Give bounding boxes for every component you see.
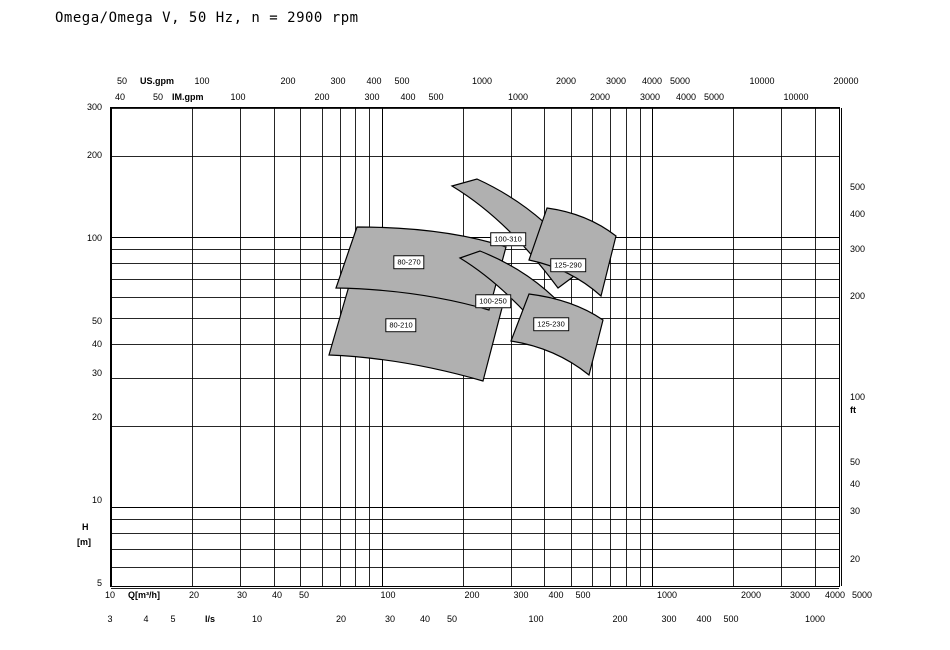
axis-tick-label: 500 [394, 76, 410, 86]
axis-tick-label: 20000 [833, 76, 859, 86]
axis-name-ft: ft [850, 405, 856, 415]
axis-tick-label: 3000 [639, 92, 661, 102]
axis-tick-label: 500 [428, 92, 444, 102]
envelope-label-80-210: 80-210 [385, 318, 416, 332]
axis-tick-label: 100 [380, 590, 396, 600]
axis-tick-label: 100 [850, 392, 866, 402]
axis-tick-label: 200 [86, 150, 102, 160]
axis-tick-label: 300 [661, 614, 677, 624]
axis-tick-label: 300 [330, 76, 346, 86]
axis-tick-label: 4 [143, 614, 149, 624]
axis-tick-label: 200 [464, 590, 480, 600]
axis-tick-label: 300 [364, 92, 380, 102]
axis-tick-label: 3000 [789, 590, 811, 600]
axis-tick-label: 50 [446, 614, 458, 624]
axis-tick-label: 1000 [804, 614, 826, 624]
axis-tick-label: 20 [91, 412, 102, 422]
axis-tick-label: 300 [513, 590, 529, 600]
axis-tick-label: 500 [575, 590, 591, 600]
envelope-125-230 [511, 294, 603, 375]
axis-tick-label: 3 [107, 614, 113, 624]
grid-hline [111, 588, 839, 589]
axis-tick-label: 10 [104, 590, 116, 600]
pump-envelopes [111, 108, 841, 588]
axis-tick-label: 5 [170, 614, 176, 624]
axis-tick-label: 2000 [555, 76, 577, 86]
axis-name-head: H [82, 522, 89, 532]
envelope-label-125-230: 125-230 [533, 317, 569, 331]
axis-tick-label: 20 [850, 554, 861, 564]
axis-tick-label: 4000 [675, 92, 697, 102]
axis-name-head-unit: [m] [77, 537, 91, 547]
axis-tick-label: 40 [271, 590, 283, 600]
right-axis-ft [846, 107, 896, 587]
axis-name-us-gpm: US.gpm [140, 76, 175, 86]
axis-tick-label: 10000 [783, 92, 809, 102]
left-axis-head [60, 102, 106, 588]
axis-tick-label: 400 [850, 209, 866, 219]
axis-tick-label: 5000 [851, 590, 873, 600]
bottom-axis-q [104, 590, 873, 604]
axis-tick-label: 300 [86, 102, 102, 112]
axis-tick-label: 30 [236, 590, 248, 600]
axis-tick-label: 100 [528, 614, 544, 624]
axis-tick-label: 2000 [740, 590, 762, 600]
envelope-label-125-290: 125-290 [550, 258, 586, 272]
axis-tick-label: 10 [91, 495, 102, 505]
axis-tick-label: 30 [91, 368, 102, 378]
axis-tick-label: 5000 [669, 76, 691, 86]
axis-tick-label: 10000 [749, 76, 775, 86]
axis-tick-label: 2000 [589, 92, 611, 102]
axis-tick-label: 10 [251, 614, 263, 624]
axis-tick-label: 50 [298, 590, 310, 600]
axis-tick-label: 300 [850, 244, 866, 254]
axis-tick-label: 200 [850, 291, 866, 301]
axis-name-im-gpm: IM.gpm [172, 92, 204, 102]
axis-name-l-s: l/s [205, 614, 216, 624]
axis-tick-label: 100 [230, 92, 246, 102]
axis-tick-label: 40 [114, 92, 126, 102]
axis-tick-label: 200 [612, 614, 628, 624]
axis-tick-label: 100 [86, 233, 102, 243]
top-axis-us-gpm [110, 76, 859, 90]
envelope-125-290 [529, 208, 616, 296]
axis-tick-label: 5 [96, 578, 102, 588]
axis-tick-label: 4000 [641, 76, 663, 86]
axis-tick-label: 400 [400, 92, 416, 102]
axis-tick-label: 40 [419, 614, 431, 624]
axis-tick-label: 30 [384, 614, 396, 624]
axis-tick-label: 500 [850, 182, 866, 192]
axis-tick-label: 20 [335, 614, 347, 624]
axis-tick-label: 30 [850, 506, 861, 516]
axis-tick-label: 50 [91, 316, 102, 326]
bottom-axis-ls [107, 614, 840, 628]
axis-tick-label: 20 [188, 590, 200, 600]
axis-tick-label: 4000 [824, 590, 846, 600]
axis-tick-label: 1000 [507, 92, 529, 102]
axis-tick-label: 5000 [703, 92, 725, 102]
chart-plot-area [110, 107, 840, 587]
grid-vline [841, 108, 842, 586]
axis-tick-label: 50 [116, 76, 128, 86]
envelope-label-80-270: 80-270 [393, 255, 424, 269]
axis-tick-label: 1000 [471, 76, 493, 86]
page-title: Omega/Omega V, 50 Hz, n = 2900 rpm [55, 10, 359, 26]
axis-tick-label: 200 [314, 92, 330, 102]
axis-tick-label: 100 [194, 76, 210, 86]
axis-tick-label: 50 [850, 457, 861, 467]
envelope-label-100-250: 100-250 [475, 294, 511, 308]
envelope-label-100-310: 100-310 [490, 232, 526, 246]
top-axis-im-gpm [110, 92, 840, 106]
axis-tick-label: 3000 [605, 76, 627, 86]
axis-tick-label: 1000 [656, 590, 678, 600]
axis-tick-label: 200 [280, 76, 296, 86]
axis-tick-label: 40 [850, 479, 861, 489]
axis-tick-label: 500 [723, 614, 739, 624]
axis-tick-label: 50 [152, 92, 164, 102]
axis-tick-label: 400 [366, 76, 382, 86]
axis-tick-label: 400 [548, 590, 564, 600]
axis-tick-label: 40 [91, 339, 102, 349]
axis-name-q-m3h: Q[m³/h] [128, 590, 160, 600]
axis-tick-label: 400 [696, 614, 712, 624]
